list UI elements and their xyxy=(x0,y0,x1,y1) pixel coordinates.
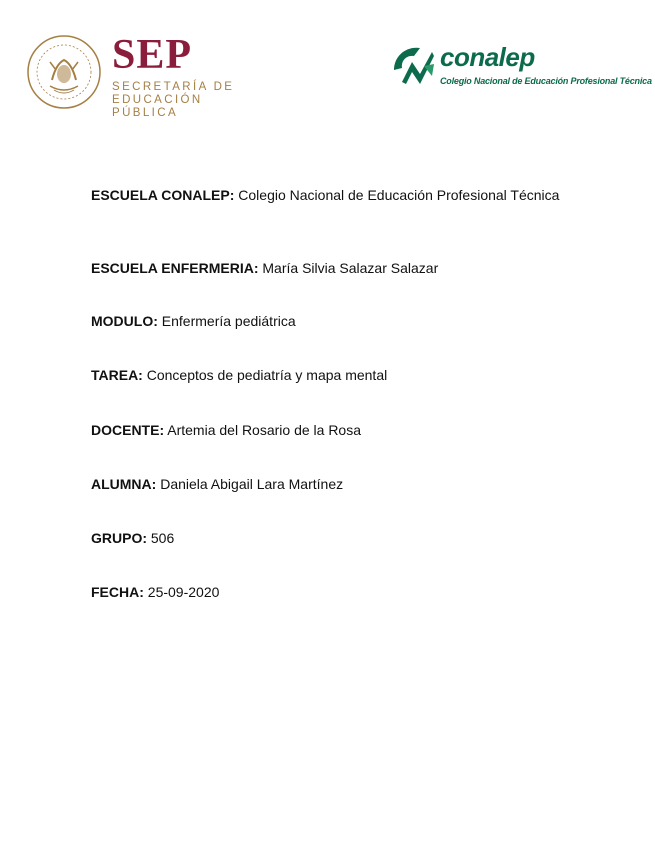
sep-subtitle-line2: EDUCACIÓN PÚBLICA xyxy=(112,94,203,119)
field-label: MODULO: xyxy=(91,313,158,329)
conalep-wordmark: conalep xyxy=(440,42,535,72)
field-escuela-conalep xyxy=(91,185,561,206)
sep-subtitle-line1: SECRETARÍA DE xyxy=(112,81,235,93)
field-alumna xyxy=(91,474,561,495)
sep-logo xyxy=(26,32,262,119)
field-grupo xyxy=(91,528,561,549)
conalep-subtitle: Colegio Nacional de Educación Profesional Técnica xyxy=(440,76,652,86)
field-value: María Silvia Salazar Salazar xyxy=(262,260,439,276)
field-fecha xyxy=(91,582,561,603)
field-label: ESCUELA CONALEP: xyxy=(91,187,235,203)
field-label: GRUPO: xyxy=(91,530,147,546)
field-label: ESCUELA ENFERMERIA: xyxy=(91,260,259,276)
mexico-coat-of-arms-icon xyxy=(26,34,102,110)
field-value: Daniela Abigail Lara Martínez xyxy=(160,476,344,492)
conalep-emblem-icon xyxy=(390,42,436,88)
field-docente xyxy=(91,420,561,441)
field-value: Colegio Nacional de Educación Profesional Técnica xyxy=(238,187,560,203)
field-value: Conceptos de pediatría y mapa mental xyxy=(146,367,388,383)
field-value: 506 xyxy=(150,530,175,546)
field-label: DOCENTE: xyxy=(91,422,165,438)
sep-wordmark: SEP xyxy=(112,32,193,78)
field-escuela-enfermeria xyxy=(91,258,561,279)
field-label: FECHA: xyxy=(91,584,144,600)
field-modulo xyxy=(91,311,561,332)
field-value: 25-09-2020 xyxy=(147,584,220,600)
field-label: ALUMNA: xyxy=(91,476,157,492)
conalep-logo xyxy=(390,42,652,94)
field-value: Enfermería pediátrica xyxy=(161,313,296,329)
field-label: TAREA: xyxy=(91,367,143,383)
field-tarea xyxy=(91,365,561,386)
field-value: Artemia del Rosario de la Rosa xyxy=(167,422,362,438)
